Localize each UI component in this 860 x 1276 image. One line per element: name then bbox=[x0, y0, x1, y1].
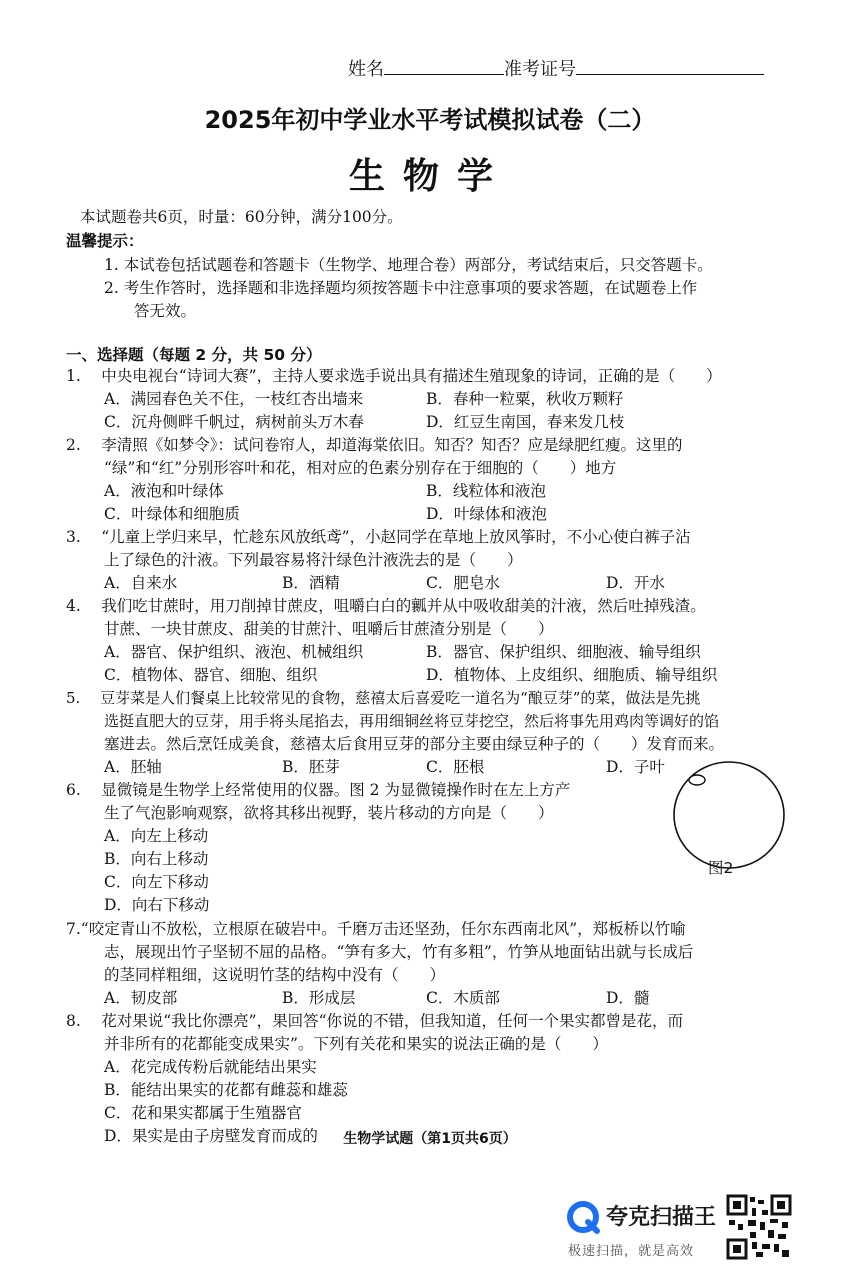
option-b: B．线粒体和液泡 bbox=[426, 482, 546, 500]
question-stem: 6. 显微镜是生物学上经常使用的仪器。图 2 为显微镜操作时在左上方产 bbox=[66, 781, 571, 799]
question-stem-cont: 塞进去。然后烹饪成美食，慈禧太后食用豆芽的部分主要由绿豆种子的（ ）发育而来。 bbox=[104, 735, 725, 753]
question-stem-cont: 志，展现出竹子坚韧不屈的品格。“笋有多大，竹有多粗”，竹笋从地面钻出就与长成后 bbox=[104, 943, 694, 961]
option-b: B．能结出果实的花都有雌蕊和雄蕊 bbox=[104, 1081, 348, 1099]
option-d: D．植物体、上皮组织、细胞质、输导组织 bbox=[426, 666, 718, 684]
question-stem-cont: 上了绿色的汁液。下列最容易将汁绿色汁液洗去的是（ ） bbox=[104, 551, 523, 569]
option-d: D．向右下移动 bbox=[104, 896, 210, 914]
subject-title: 生物学 bbox=[348, 156, 511, 197]
question-stem: 2. 李清照《如梦令》：试问卷帘人，却道海棠依旧。知否？知否？应是绿肥红瘦。这里的 bbox=[66, 436, 683, 454]
option-a: A．花完成传粉后就能结出果实 bbox=[104, 1058, 317, 1076]
question-stem: 1. 中央电视台“诗词大赛”，主持人要求选手说出具有描述生殖现象的诗词，正确的是（ ） bbox=[66, 367, 722, 385]
scanner-watermark bbox=[564, 1198, 854, 1268]
option-b: B．胚芽 bbox=[282, 758, 340, 776]
tip-2-line-1: 2. 考生作答时，选择题和非选择题均须按答题卡中注意事项的要求答题，在试题卷上作 bbox=[104, 279, 698, 297]
option-d: D．开水 bbox=[606, 574, 665, 592]
page-footer: 生物学试题（第1页共6页） bbox=[343, 1131, 517, 1147]
option-d: D．子叶 bbox=[606, 758, 665, 776]
exam-title: 2025年初中学业水平考试模拟试卷（二） bbox=[204, 106, 656, 134]
question-stem: 8. 花对果说“我比你漂亮”，果回答“你说的不错，但我知道，任何一个果实都曾是花，而 bbox=[66, 1012, 683, 1030]
option-b: B．酒精 bbox=[282, 574, 340, 592]
option-b: B．春种一粒粟，秋收万颗籽 bbox=[426, 390, 624, 408]
question-stem-cont: 并非所有的花都能变成果实”。下列有关花和果实的说法正确的是（ ） bbox=[104, 1035, 608, 1053]
option-c: C．肥皂水 bbox=[426, 574, 500, 592]
tip-1: 1. 本试卷包括试题卷和答题卡（生物学、地理合卷）两部分，考试结束后，只交答题卡。 bbox=[104, 256, 713, 274]
air-bubble bbox=[689, 775, 705, 785]
option-c: C．沉舟侧畔千帆过，病树前头万木春 bbox=[104, 413, 364, 431]
name-field bbox=[348, 58, 764, 81]
option-a: A．胚轴 bbox=[104, 758, 162, 776]
option-c: C．叶绿体和细胞质 bbox=[104, 505, 240, 523]
option-c: C．木质部 bbox=[426, 989, 500, 1007]
scanner-slogan: 极速扫描，就是高效 bbox=[568, 1244, 695, 1259]
exam-id-label: 准考证号 bbox=[504, 59, 576, 80]
option-b: B．形成层 bbox=[282, 989, 356, 1007]
option-a: A．自来水 bbox=[104, 574, 178, 592]
exam-id-blank bbox=[576, 58, 764, 75]
section-heading: 一、选择题（每题 2 分，共 50 分） bbox=[66, 346, 322, 364]
option-a: A．满园春色关不住，一枝红杏出墙来 bbox=[104, 390, 364, 408]
question-stem: 4. 我们吃甘蔗时，用刀削掉甘蔗皮，咀嚼白白的瓤并从中吸收甜美的汁液，然后吐掉残渣。 bbox=[66, 597, 706, 615]
option-a: A．液泡和叶绿体 bbox=[104, 482, 224, 500]
scanner-logo-icon bbox=[566, 1200, 600, 1234]
name-blank bbox=[384, 58, 504, 75]
qr-code-icon bbox=[726, 1194, 792, 1260]
option-c: C．向左下移动 bbox=[104, 873, 209, 891]
option-b: B．器官、保护组织、细胞液、输导组织 bbox=[426, 643, 701, 661]
option-c: C．花和果实都属于生殖器官 bbox=[104, 1104, 302, 1122]
option-d: D．髓 bbox=[606, 989, 650, 1007]
question-stem: 7.“咬定青山不放松，立根原在破岩中。千磨万击还坚劲，任尔东西南北风”，郑板桥以竹喻 bbox=[66, 920, 686, 938]
option-d: D．红豆生南国，春来发几枝 bbox=[426, 413, 625, 431]
question-stem-cont: 甘蔗、一块甘蔗皮、甜美的甘蔗汁、咀嚼后甘蔗渣分别是（ ） bbox=[104, 620, 554, 638]
tips-label: 温馨提示： bbox=[66, 232, 144, 250]
tip-2-line-2: 答无效。 bbox=[134, 302, 197, 320]
option-d: D．叶绿体和液泡 bbox=[426, 505, 547, 523]
name-label: 姓名 bbox=[348, 59, 384, 80]
scanner-brand: 夸克扫描王 bbox=[606, 1205, 717, 1230]
question-stem-cont: 选挺直肥大的豆芽，用手将头尾掐去，再用细铜丝将豆芽挖空，然后将事先用鸡肉等调好的馅 bbox=[104, 712, 720, 730]
option-a: A．韧皮部 bbox=[104, 989, 178, 1007]
option-c: C．植物体、器官、细胞、组织 bbox=[104, 666, 318, 684]
option-b: B．向右上移动 bbox=[104, 850, 209, 868]
microscope-view-figure bbox=[660, 760, 800, 870]
question-stem-cont: “绿”和“红”分别形容叶和花，相对应的色素分别存在于细胞的（ ）地方 bbox=[104, 459, 617, 477]
option-a: A．向左上移动 bbox=[104, 827, 209, 845]
exam-info: 本试题卷共6页，时量：60分钟，满分100分。 bbox=[80, 208, 403, 226]
option-d: D．果实是由子房壁发育而成的 bbox=[104, 1127, 318, 1145]
question-stem-cont: 的茎同样粗细，这说明竹茎的结构中没有（ ） bbox=[104, 966, 446, 984]
figure-label: 图2 bbox=[708, 859, 734, 877]
question-stem-cont: 生了气泡影响观察，欲将其移出视野，装片移动的方向是（ ） bbox=[104, 804, 554, 822]
question-stem: 3. “儿童上学归来早，忙趁东风放纸鸢”，小赵同学在草地上放风筝时，不小心使白裤子沾 bbox=[66, 528, 691, 546]
question-stem: 5. 豆芽菜是人们餐桌上比较常见的食物，慈禧太后喜爱吃一道名为“酿豆芽”的菜，做法是先挑 bbox=[66, 689, 701, 707]
option-a: A．器官、保护组织、液泡、机械组织 bbox=[104, 643, 364, 661]
option-c: C．胚根 bbox=[426, 758, 485, 776]
